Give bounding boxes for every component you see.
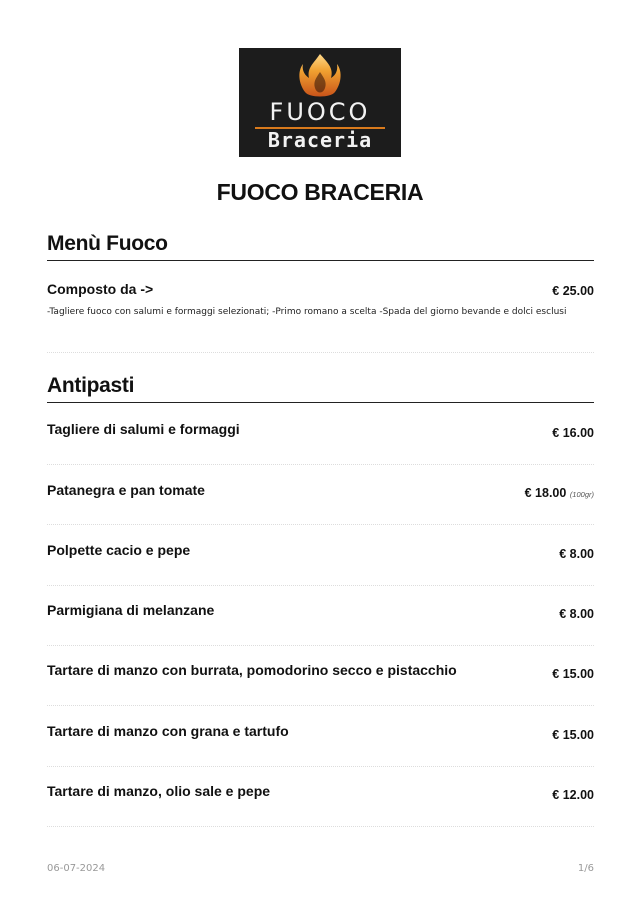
item-divider bbox=[47, 352, 594, 353]
item-name: Patanegra e pan tomate bbox=[47, 482, 205, 498]
menu-item bbox=[47, 421, 594, 441]
item-divider bbox=[47, 766, 594, 767]
item-divider bbox=[47, 705, 594, 706]
item-price-value: € 18.00 bbox=[524, 486, 567, 500]
item-price: € 12.00 bbox=[552, 788, 594, 802]
item-price: € 15.00 bbox=[552, 667, 594, 681]
item-divider bbox=[47, 826, 594, 827]
item-description: -Tagliere fuoco con salumi e formaggi selezionati; -Primo romano a scelta -Spada del giorno bevande e dolci esclusi bbox=[47, 307, 567, 317]
item-name: Tartare di manzo con burrata, pomodorino secco e pistacchio bbox=[47, 662, 457, 678]
section-heading-menu-fuoco: Menù Fuoco bbox=[47, 232, 594, 261]
footer-page-number: 1/6 bbox=[577, 863, 594, 874]
section-heading-antipasti: Antipasti bbox=[47, 374, 594, 403]
item-divider bbox=[47, 585, 594, 586]
logo-word-braceria: Braceria bbox=[267, 128, 373, 152]
menu-item bbox=[47, 723, 594, 743]
menu-item bbox=[47, 602, 594, 622]
item-name: Parmigiana di melanzane bbox=[47, 602, 215, 618]
item-price: € 16.00 bbox=[552, 426, 594, 440]
restaurant-logo bbox=[239, 48, 401, 157]
item-name: Composto da -> bbox=[47, 281, 154, 297]
item-price: € 25.00 bbox=[552, 284, 594, 298]
item-divider bbox=[47, 464, 594, 465]
menu-item bbox=[47, 542, 594, 562]
item-price: € 8.00 bbox=[559, 547, 594, 561]
menu-item bbox=[47, 482, 594, 502]
item-price-unit: (100gr) bbox=[569, 490, 594, 499]
page-title: FUOCO BRACERIA bbox=[216, 179, 424, 205]
item-name: Tagliere di salumi e formaggi bbox=[47, 421, 240, 437]
item-divider bbox=[47, 645, 594, 646]
item-divider bbox=[47, 524, 594, 525]
menu-item bbox=[47, 662, 594, 682]
item-price: € 15.00 bbox=[552, 728, 594, 742]
item-price: € 8.00 bbox=[559, 607, 594, 621]
item-name: Tartare di manzo, olio sale e pepe bbox=[47, 783, 271, 799]
item-name: Tartare di manzo con grana e tartufo bbox=[47, 723, 289, 739]
menu-item bbox=[47, 281, 594, 341]
footer-date: 06-07-2024 bbox=[47, 863, 106, 874]
menu-item bbox=[47, 783, 594, 803]
item-name: Polpette cacio e pepe bbox=[47, 542, 191, 558]
item-price bbox=[525, 486, 594, 500]
logo-word-fuoco: FUOCO bbox=[269, 98, 371, 126]
